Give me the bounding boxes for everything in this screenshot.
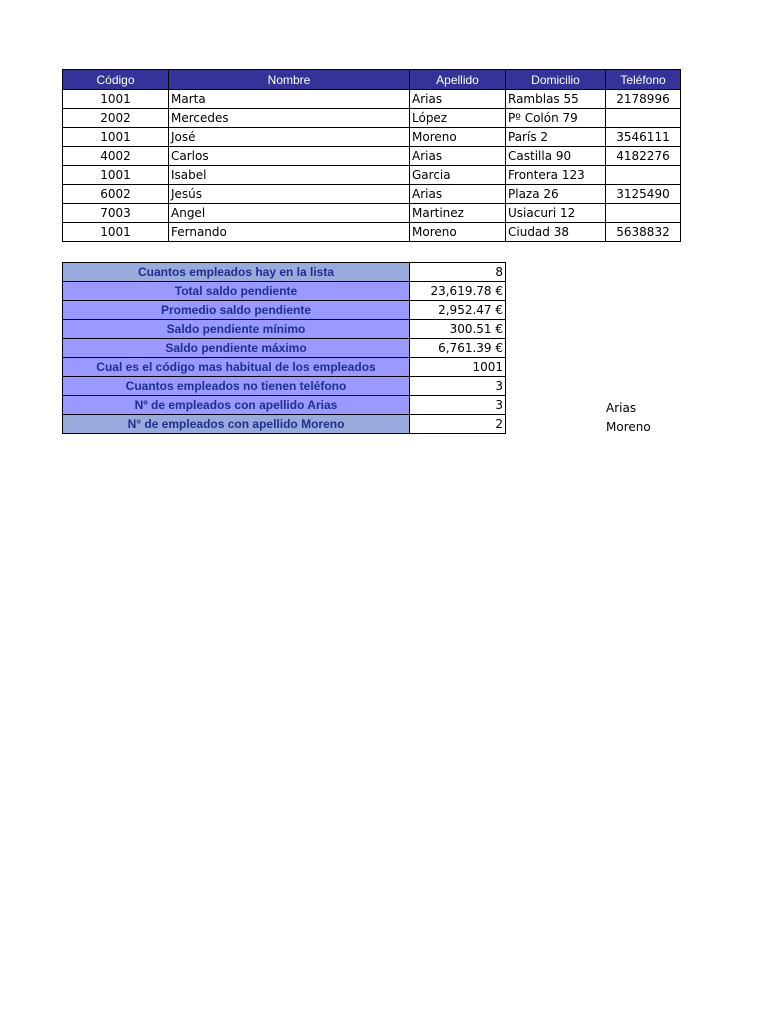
cell-codigo: 1001 <box>63 223 169 242</box>
cell-apellido: Moreno <box>410 223 506 242</box>
stats-row <box>63 263 506 282</box>
cell-domicilio: Ramblas 55 <box>506 90 606 109</box>
stat-value: 3 <box>410 396 506 415</box>
cell-nombre: Carlos <box>169 147 410 166</box>
cell-nombre: Mercedes <box>169 109 410 128</box>
side-label-moreno: Moreno <box>606 420 651 434</box>
stat-label: Cual es el código mas habitual de los empleados <box>63 358 410 377</box>
table-row <box>63 204 681 223</box>
stats-row <box>63 415 506 434</box>
header-apellido: Apellido <box>410 70 506 90</box>
cell-codigo: 7003 <box>63 204 169 223</box>
cell-apellido: Martinez <box>410 204 506 223</box>
cell-codigo: 1001 <box>63 166 169 185</box>
table-row <box>63 147 681 166</box>
cell-apellido: Arias <box>410 147 506 166</box>
stat-value: 8 <box>410 263 506 282</box>
stat-value: 3 <box>410 377 506 396</box>
stat-label: Total saldo pendiente <box>63 282 410 301</box>
employee-table-header-row <box>63 70 681 90</box>
cell-domicilio: París 2 <box>506 128 606 147</box>
cell-telefono: 2178996 <box>606 90 681 109</box>
stats-row <box>63 339 506 358</box>
cell-nombre: José <box>169 128 410 147</box>
stat-label: Nº de empleados con apellido Arias <box>63 396 410 415</box>
cell-telefono <box>606 109 681 128</box>
stats-row <box>63 301 506 320</box>
stat-label: Cuantos empleados hay en la lista <box>63 263 410 282</box>
stat-value: 1001 <box>410 358 506 377</box>
cell-telefono <box>606 204 681 223</box>
employee-table-body <box>63 90 681 242</box>
cell-domicilio: Pº Colón 79 <box>506 109 606 128</box>
cell-apellido: Garcia <box>410 166 506 185</box>
stat-label: Saldo pendiente mínimo <box>63 320 410 339</box>
cell-codigo: 1001 <box>63 128 169 147</box>
header-telefono: Teléfono <box>606 70 681 90</box>
cell-domicilio: Castilla 90 <box>506 147 606 166</box>
side-label-arias: Arias <box>606 401 637 415</box>
cell-nombre: Marta <box>169 90 410 109</box>
stats-table-body <box>63 263 506 434</box>
header-nombre: Nombre <box>169 70 410 90</box>
stat-label: Cuantos empleados no tienen teléfono <box>63 377 410 396</box>
cell-codigo: 1001 <box>63 90 169 109</box>
cell-apellido: Moreno <box>410 128 506 147</box>
table-row <box>63 128 681 147</box>
stats-row <box>63 282 506 301</box>
cell-domicilio: Ciudad 38 <box>506 223 606 242</box>
employee-table <box>62 69 681 242</box>
cell-codigo: 4002 <box>63 147 169 166</box>
cell-domicilio: Usiacuri 12 <box>506 204 606 223</box>
stats-row <box>63 396 506 415</box>
stat-value: 23,619.78 € <box>410 282 506 301</box>
cell-domicilio: Plaza 26 <box>506 185 606 204</box>
cell-apellido: Arias <box>410 185 506 204</box>
stats-row <box>63 320 506 339</box>
table-row <box>63 166 681 185</box>
table-row <box>63 90 681 109</box>
cell-telefono: 3125490 <box>606 185 681 204</box>
cell-apellido: López <box>410 109 506 128</box>
stat-value: 2 <box>410 415 506 434</box>
cell-domicilio: Frontera 123 <box>506 166 606 185</box>
cell-telefono: 3546111 <box>606 128 681 147</box>
stat-value: 300.51 € <box>410 320 506 339</box>
cell-nombre: Fernando <box>169 223 410 242</box>
stats-row <box>63 358 506 377</box>
cell-apellido: Arias <box>410 90 506 109</box>
cell-telefono: 5638832 <box>606 223 681 242</box>
cell-telefono: 4182276 <box>606 147 681 166</box>
header-codigo: Código <box>63 70 169 90</box>
table-row <box>63 223 681 242</box>
cell-codigo: 2002 <box>63 109 169 128</box>
cell-nombre: Jesús <box>169 185 410 204</box>
stat-label: N° de empleados con apellido Moreno <box>63 415 410 434</box>
stat-label: Saldo pendiente máximo <box>63 339 410 358</box>
cell-nombre: Angel <box>169 204 410 223</box>
table-row <box>63 109 681 128</box>
stats-table <box>62 262 506 434</box>
header-domicilio: Domicilio <box>506 70 606 90</box>
table-row <box>63 185 681 204</box>
cell-nombre: Isabel <box>169 166 410 185</box>
cell-telefono <box>606 166 681 185</box>
stats-row <box>63 377 506 396</box>
cell-codigo: 6002 <box>63 185 169 204</box>
stat-value: 6,761.39 € <box>410 339 506 358</box>
stat-value: 2,952.47 € <box>410 301 506 320</box>
stat-label: Promedio saldo pendiente <box>63 301 410 320</box>
